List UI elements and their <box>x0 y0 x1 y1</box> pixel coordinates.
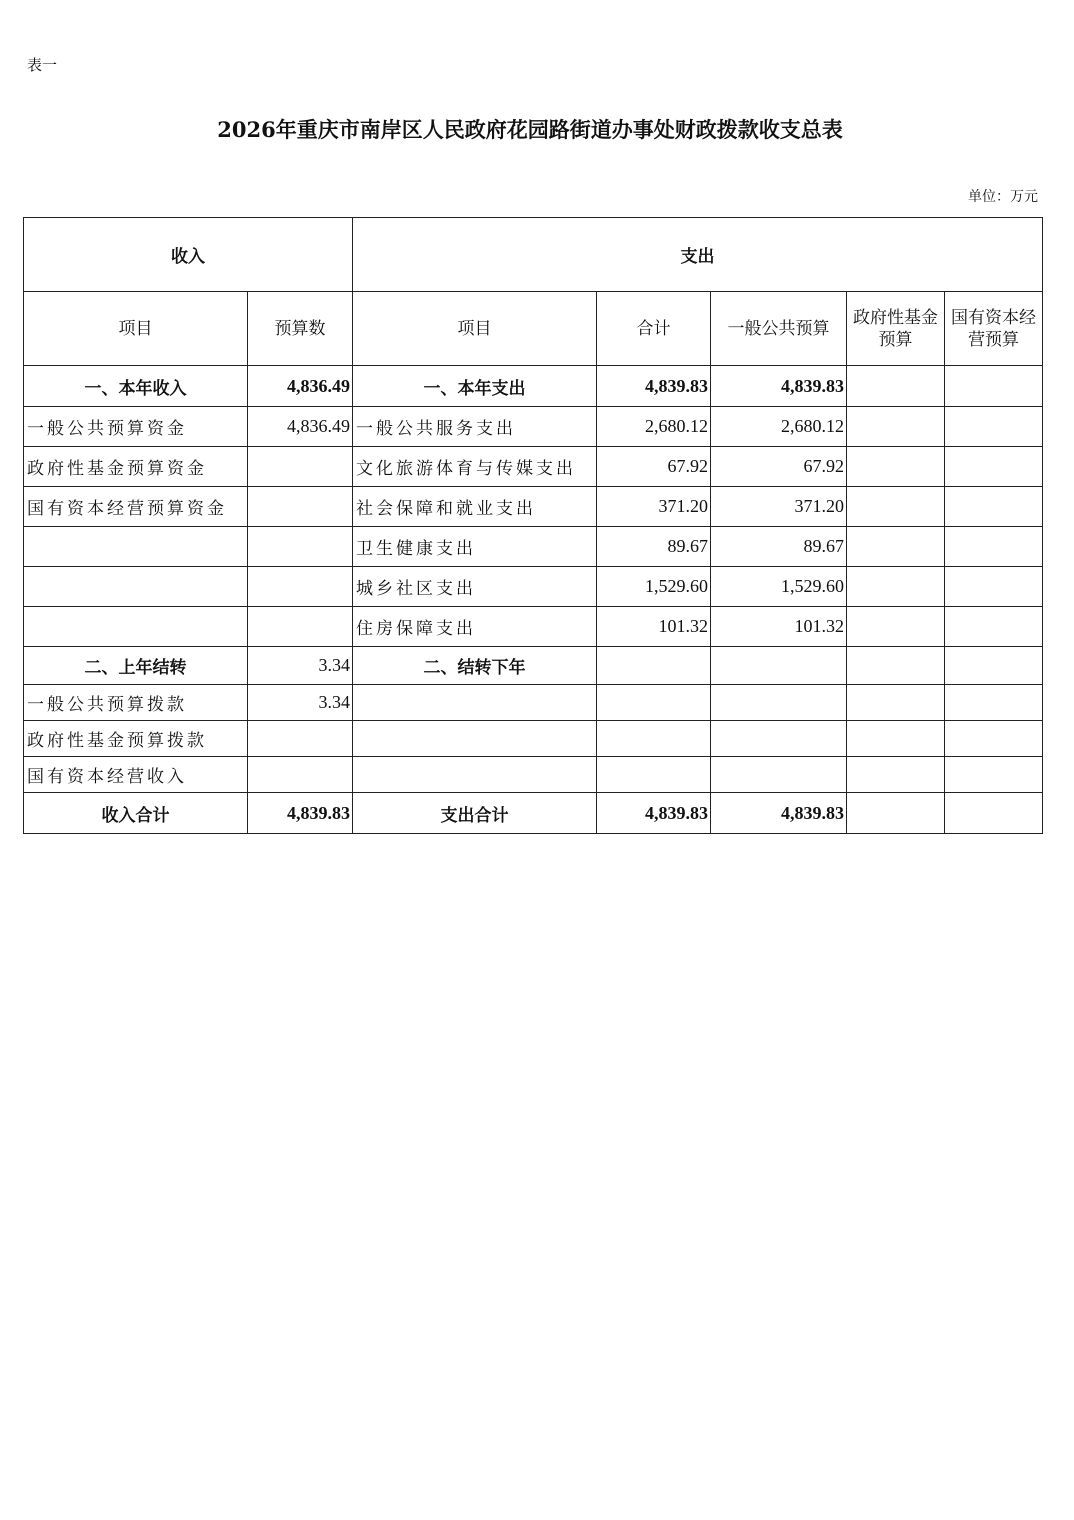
table-row <box>24 447 1043 487</box>
expense-total-cell <box>597 721 711 757</box>
expense-gov-fund-cell <box>847 757 945 793</box>
expense-state-capital-cell <box>945 721 1043 757</box>
expense-item-cell: 城乡社区支出 <box>353 567 597 607</box>
expense-item-cell: 一般公共服务支出 <box>353 407 597 447</box>
income-item-cell: 二、上年结转 <box>24 647 248 685</box>
budget-summary-table <box>23 217 1043 834</box>
expense-general-public-cell: 89.67 <box>711 527 847 567</box>
expense-item-cell: 文化旅游体育与传媒支出 <box>353 447 597 487</box>
income-header: 收入 <box>24 218 353 292</box>
expense-total-cell: 2,680.12 <box>597 407 711 447</box>
expense-total-cell <box>597 647 711 685</box>
expense-item-cell <box>353 685 597 721</box>
table-row <box>24 487 1043 527</box>
expense-item-cell <box>353 757 597 793</box>
expense-total-cell <box>597 685 711 721</box>
page-title: 2026年重庆市南岸区人民政府花园路街道办事处财政拨款收支总表 <box>217 117 843 142</box>
expense-general-public-cell <box>711 685 847 721</box>
expense-total-cell: 4,839.83 <box>597 793 711 834</box>
expense-gov-fund-cell <box>847 366 945 407</box>
expense-total-cell: 371.20 <box>597 487 711 527</box>
income-item-cell: 政府性基金预算拨款 <box>24 721 248 757</box>
expense-header: 支出 <box>353 218 1043 292</box>
income-item-header: 项目 <box>24 292 248 366</box>
expense-state-capital-cell <box>945 487 1043 527</box>
table-row <box>24 685 1043 721</box>
expense-item-header: 项目 <box>353 292 597 366</box>
income-amount-cell: 4,836.49 <box>248 407 353 447</box>
expense-general-public-cell: 67.92 <box>711 447 847 487</box>
expense-total-cell <box>597 757 711 793</box>
expense-gov-fund-cell <box>847 647 945 685</box>
expense-gov-fund-cell <box>847 407 945 447</box>
expense-general-public-cell: 101.32 <box>711 607 847 647</box>
expense-state-capital-cell <box>945 447 1043 487</box>
income-amount-cell: 3.34 <box>248 647 353 685</box>
table-row <box>24 721 1043 757</box>
expense-general-public-cell <box>711 721 847 757</box>
income-item-cell: 收入合计 <box>24 793 248 834</box>
expense-gov-fund-cell <box>847 487 945 527</box>
income-amount-cell <box>248 487 353 527</box>
income-amount-cell <box>248 607 353 647</box>
expense-item-cell: 住房保障支出 <box>353 607 597 647</box>
income-amount-cell <box>248 527 353 567</box>
table-row <box>24 407 1043 447</box>
income-amount-cell <box>248 757 353 793</box>
table-row <box>24 567 1043 607</box>
expense-item-cell: 卫生健康支出 <box>353 527 597 567</box>
expense-item-cell: 社会保障和就业支出 <box>353 487 597 527</box>
unit-label: 单位：万元 <box>968 189 1038 205</box>
expense-gov-fund-cell <box>847 793 945 834</box>
expense-item-cell: 一、本年支出 <box>353 366 597 407</box>
expense-state-capital-cell <box>945 407 1043 447</box>
expense-general-public-cell: 2,680.12 <box>711 407 847 447</box>
expense-general-public-cell <box>711 757 847 793</box>
income-amount-cell: 3.34 <box>248 685 353 721</box>
income-amount-cell: 4,836.49 <box>248 366 353 407</box>
expense-state-capital-cell <box>945 567 1043 607</box>
income-amount-cell <box>248 447 353 487</box>
expense-general-public-cell: 4,839.83 <box>711 366 847 407</box>
income-item-cell: 国有资本经营预算资金 <box>24 487 248 527</box>
expense-gov-fund-cell <box>847 607 945 647</box>
income-item-cell <box>24 567 248 607</box>
expense-state-capital-cell <box>945 366 1043 407</box>
expense-total-cell: 89.67 <box>597 527 711 567</box>
income-amount-cell <box>248 721 353 757</box>
total-header: 合计 <box>597 292 711 366</box>
expense-gov-fund-cell <box>847 567 945 607</box>
general-public-header: 一般公共预算 <box>711 292 847 366</box>
income-item-cell <box>24 527 248 567</box>
expense-general-public-cell: 1,529.60 <box>711 567 847 607</box>
expense-gov-fund-cell <box>847 447 945 487</box>
expense-item-cell: 支出合计 <box>353 793 597 834</box>
expense-gov-fund-cell <box>847 685 945 721</box>
income-item-cell: 一、本年收入 <box>24 366 248 407</box>
expense-state-capital-cell <box>945 527 1043 567</box>
expense-state-capital-cell <box>945 685 1043 721</box>
income-amount-cell: 4,839.83 <box>248 793 353 834</box>
table-row <box>24 366 1043 407</box>
income-item-cell: 一般公共预算资金 <box>24 407 248 447</box>
expense-state-capital-cell <box>945 793 1043 834</box>
expense-state-capital-cell <box>945 757 1043 793</box>
expense-general-public-cell: 371.20 <box>711 487 847 527</box>
expense-general-public-cell: 4,839.83 <box>711 793 847 834</box>
table-number-label: 表一 <box>27 56 58 74</box>
gov-fund-header: 政府性基金预算 <box>847 292 945 366</box>
expense-item-cell: 二、结转下年 <box>353 647 597 685</box>
expense-gov-fund-cell <box>847 721 945 757</box>
expense-total-cell: 1,529.60 <box>597 567 711 607</box>
expense-total-cell: 101.32 <box>597 607 711 647</box>
income-amount-cell <box>248 567 353 607</box>
table-row <box>24 527 1043 567</box>
income-budget-header: 预算数 <box>248 292 353 366</box>
income-item-cell: 一般公共预算拨款 <box>24 685 248 721</box>
income-item-cell: 政府性基金预算资金 <box>24 447 248 487</box>
income-item-cell <box>24 607 248 647</box>
expense-item-cell <box>353 721 597 757</box>
expense-total-cell: 67.92 <box>597 447 711 487</box>
table-row <box>24 793 1043 834</box>
state-capital-header: 国有资本经营预算 <box>945 292 1043 366</box>
expense-state-capital-cell <box>945 607 1043 647</box>
table-row <box>24 607 1043 647</box>
table-row <box>24 757 1043 793</box>
expense-general-public-cell <box>711 647 847 685</box>
table-row <box>24 647 1043 685</box>
expense-state-capital-cell <box>945 647 1043 685</box>
expense-gov-fund-cell <box>847 527 945 567</box>
expense-total-cell: 4,839.83 <box>597 366 711 407</box>
income-item-cell: 国有资本经营收入 <box>24 757 248 793</box>
